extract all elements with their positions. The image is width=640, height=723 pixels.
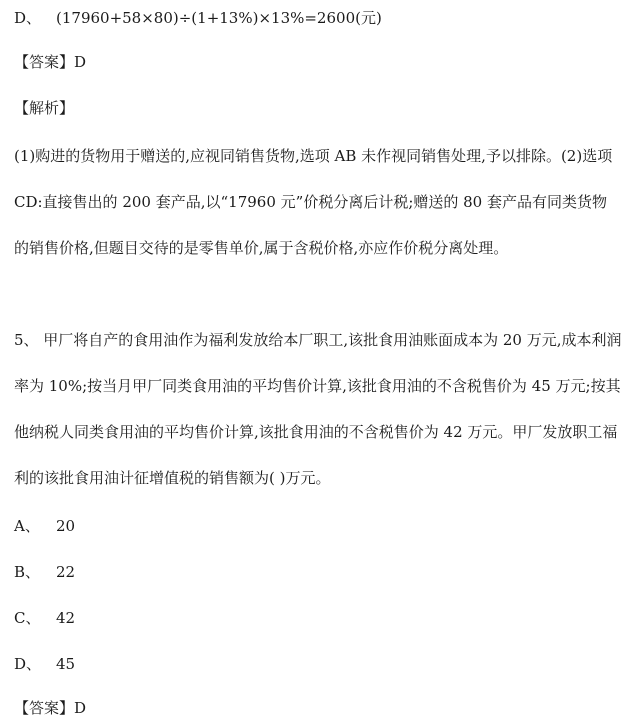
option-value: 22	[56, 563, 76, 581]
option-value: 42	[56, 609, 76, 627]
option-letter: B、	[14, 563, 41, 581]
question-line: 他纳税人同类食用油的平均售价计算,该批食用油的不含税售价为 42 万元。甲厂发放职工福	[14, 423, 618, 441]
analysis-heading: 【解析】	[14, 99, 75, 117]
option-value: 45	[56, 655, 76, 673]
option-text: (17960+58×80)÷(1+13%)×13%=2600(元)	[56, 9, 382, 27]
analysis-line: CD:直接售出的 200 套产品,以“17960 元”价税分离后计税;赠送的 80 套产品有同类货物	[14, 193, 607, 211]
option-letter: A、	[14, 517, 40, 535]
question5-answer: 【答案】D	[14, 699, 87, 717]
option-letter: D、	[14, 9, 42, 27]
analysis-line: 的销售价格,但题目交待的是零售单价,属于含税价格,亦应作价税分离处理。	[14, 239, 509, 257]
prev-option-d	[14, 8, 382, 28]
option-d	[14, 654, 75, 674]
option-letter: C、	[14, 609, 41, 627]
option-c	[14, 608, 75, 628]
option-a	[14, 516, 75, 536]
option-letter: D、	[14, 655, 42, 673]
analysis-line: (1)购进的货物用于赠送的,应视同销售货物,选项 AB 未作视同销售处理,予以排除。(2)选项	[14, 147, 613, 165]
option-b	[14, 562, 75, 582]
option-value: 20	[56, 517, 76, 535]
question-line: 5、 甲厂将自产的食用油作为福利发放给本厂职工,该批食用油账面成本为 20 万元,成本利润	[14, 331, 622, 349]
prev-answer: 【答案】D	[14, 53, 87, 71]
question-line: 利的该批食用油计征增值税的销售额为( )万元。	[14, 469, 331, 487]
question-line: 率为 10%;按当月甲厂同类食用油的平均售价计算,该批食用油的不含税售价为 45 万元;按其	[14, 377, 621, 395]
